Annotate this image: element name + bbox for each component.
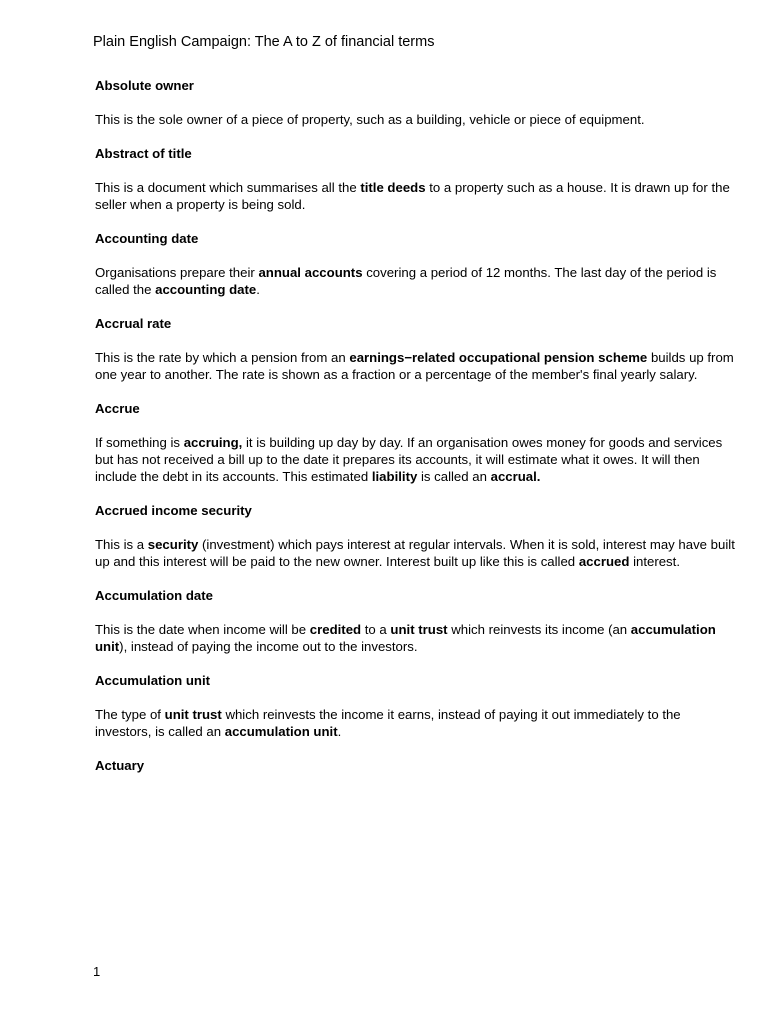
definition-text: If something is (95, 435, 184, 450)
bold-term: unit trust (164, 707, 222, 722)
definition-text: . (337, 724, 342, 739)
bold-term: accumulation unit (224, 724, 338, 739)
definition-text: it is building up day by day. If an organisation owes money for goods and services but has not received a bill up to the date it prepares its accounts, it will estimate what it owes. It will then include the debt in its accounts. This estimated (95, 435, 723, 484)
entry-term: Accrual rate (95, 316, 172, 331)
bold-term: title deeds (360, 180, 426, 195)
entry-definition (95, 536, 735, 570)
page-number: 1 (93, 964, 101, 979)
entry-definition (95, 179, 735, 213)
definition-text: This is the rate by which a pension from an (95, 350, 350, 365)
bold-term: annual accounts (258, 265, 363, 280)
definition-text: to a (361, 622, 391, 637)
entry-definition (95, 434, 735, 485)
definition-text: is called an (417, 469, 491, 484)
entry-term: Absolute owner (95, 78, 194, 93)
definition-text: covering a period of 12 months. The last day of the period is called the (95, 265, 717, 297)
entry-term: Accumulation unit (95, 673, 211, 688)
bold-term: accruing, (183, 435, 243, 450)
entry-definition (95, 349, 735, 383)
definition-text: which reinvests its income (an (447, 622, 631, 637)
entry-term: Actuary (95, 758, 145, 773)
definition-text: interest. (629, 554, 680, 569)
bold-term: earnings−related occupational pension scheme (349, 350, 648, 365)
page-header: Plain English Campaign: The A to Z of financial terms (93, 34, 435, 50)
bold-term: liability (371, 469, 418, 484)
entry-term: Accrue (95, 401, 140, 416)
definition-text: This is a document which summarises all the (95, 180, 361, 195)
bold-term: accrual. (490, 469, 541, 484)
definition-text: . (256, 282, 260, 297)
definition-text: to a property such as a house. It is drawn up for the seller when a property is being sold. (95, 180, 730, 212)
bold-term: security (147, 537, 199, 552)
bold-term: accrued (578, 554, 630, 569)
entry-definition (95, 706, 735, 740)
entry-definition (95, 264, 735, 298)
glossary-entries (95, 77, 735, 774)
definition-text: (investment) which pays interest at regular intervals. When it is sold, interest may have built up and this interest will be paid to the new owner. Interest built up like this is called (95, 537, 735, 569)
entry-term: Accounting date (95, 231, 199, 246)
definition-text: builds up from one year to another. The rate is shown as a fraction or a percentage of the member's final yearly salary. (95, 350, 734, 382)
entry-definition (95, 621, 735, 655)
definition-text: This is the sole owner of a piece of property, such as a building, vehicle or piece of equipment. (95, 112, 645, 127)
definition-text: This is the date when income will be (95, 622, 310, 637)
entry-term: Abstract of title (95, 146, 192, 161)
bold-term: credited (309, 622, 362, 637)
entry-term: Accumulation date (95, 588, 213, 603)
definition-text: which reinvests the income it earns, instead of paying it out immediately to the investors, is called an (95, 707, 681, 739)
bold-term: accumulation unit (95, 622, 716, 654)
definition-text: The type of (95, 707, 165, 722)
definition-text: This is a (95, 537, 148, 552)
entry-definition (95, 111, 735, 128)
bold-term: accounting date (155, 282, 257, 297)
definition-text: Organisations prepare their (95, 265, 259, 280)
definition-text: ), instead of paying the income out to the investors. (119, 639, 418, 654)
bold-term: unit trust (390, 622, 448, 637)
entry-term: Accrued income security (95, 503, 252, 518)
